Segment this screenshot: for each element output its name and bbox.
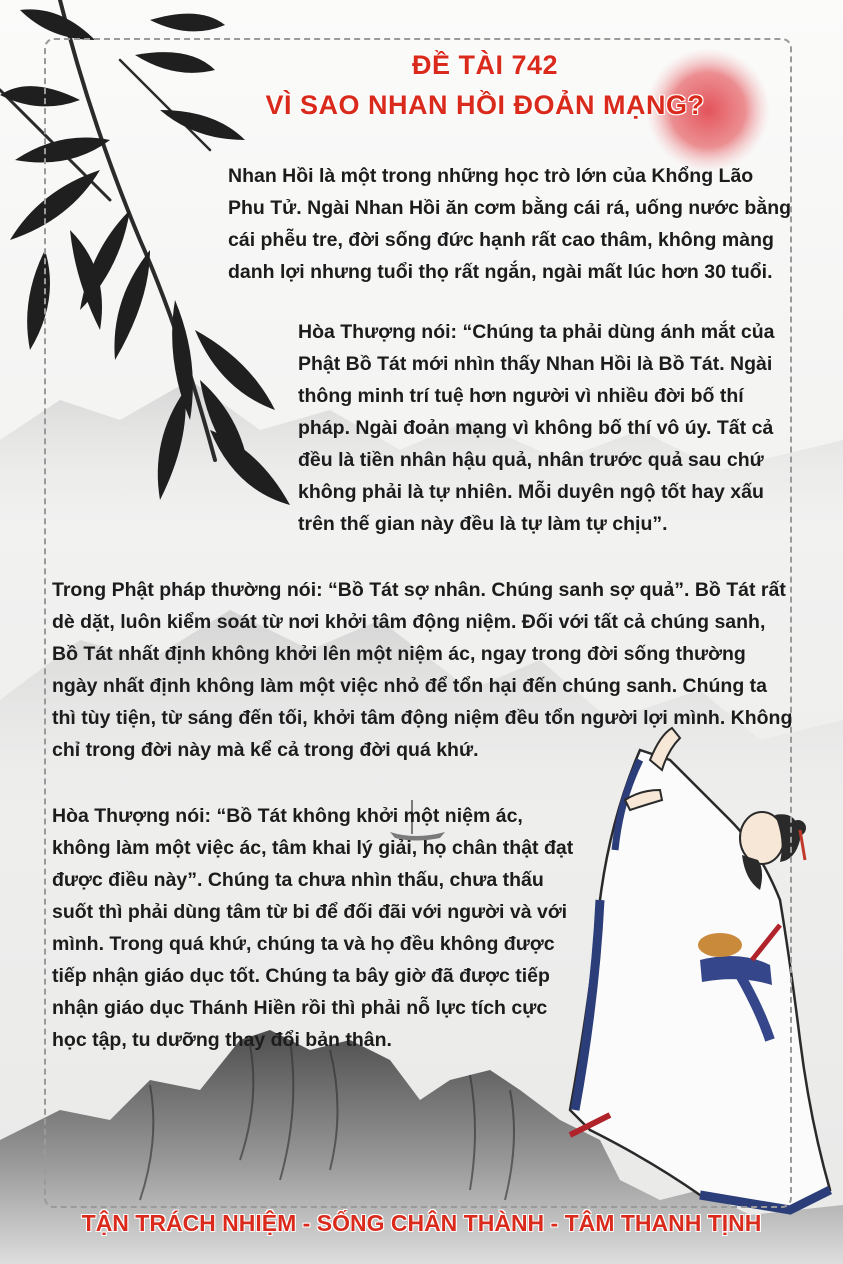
- topic-number-title: ĐỀ TÀI 742: [411, 50, 559, 80]
- main-title: VÌ SAO NHAN HỒI ĐOẢN MẠNG?: [265, 90, 705, 120]
- paragraph-intro: Nhan Hồi là một trong những học trò lớn của Khổng Lão Phu Tử. Ngài Nhan Hồi ăn cơm bằng cái rá, uống nước bằng cái phễu tre, đời sống đức hạnh rất cao thâm, không màng danh lợi nhưng tuổi thọ rất ngắn, ngài mất lúc hơn 30 tuổi.: [228, 165, 792, 283]
- paragraph-quote-1: Hòa Thượng nói: “Chúng ta phải dùng ánh mắt của Phật Bồ Tát mới nhìn thấy Nhan Hồi là Bồ Tát. Ngài thông minh trí tuệ hơn người vì nhiều đời bố thí pháp. Ngài đoản mạng vì không bố thí vô úy. Tất cả đều là tiền nhân hậu quả, nhân trước quả sau chứ không phải là tự nhiên. Mỗi duyên ngộ tốt hay xấu trên thế gian này đều là tự làm tự chịu”.: [298, 321, 775, 535]
- footer-motto: TẬN TRÁCH NHIỆM - SỐNG CHÂN THÀNH - TÂM THANH TỊNH: [81, 1210, 762, 1236]
- paragraph-buddhist-teaching: Trong Phật pháp thường nói: “Bồ Tát sợ nhân. Chúng sanh sợ quả”. Bồ Tát rất dè dặt, luôn kiểm soát từ nơi khởi tâm động niệm. Đối với tất cả chúng sanh, Bồ Tát nhất định không khởi lên một niệm ác, ngay trong đời sống thường ngày nhất định không làm một việc nhỏ để tổn hại đến chúng sanh. Chúng ta thì tùy tiện, từ sáng đến tối, khởi tâm động niệm đều tổn người lợi mình. Không chỉ trong đời này mà kể cả trong đời quá khứ.: [52, 579, 793, 761]
- paragraph-quote-2: Hòa Thượng nói: “Bồ Tát không khởi một niệm ác, không làm một việc ác, tâm khai lý giải, họ chân thật đạt được điều này”. Chúng ta chưa nhìn thấu, chưa thấu suốt thì phải dùng tâm từ bi để đối đãi với người và với mình. Trong quá khứ, chúng ta và họ đều không được tiếp nhận giáo dục tốt. Chúng ta bây giờ đã được tiếp nhận giáo dục Thánh Hiền rồi thì phải nỗ lực tích cực học tập, tu dưỡng thay đổi bản thân.: [52, 805, 574, 1051]
